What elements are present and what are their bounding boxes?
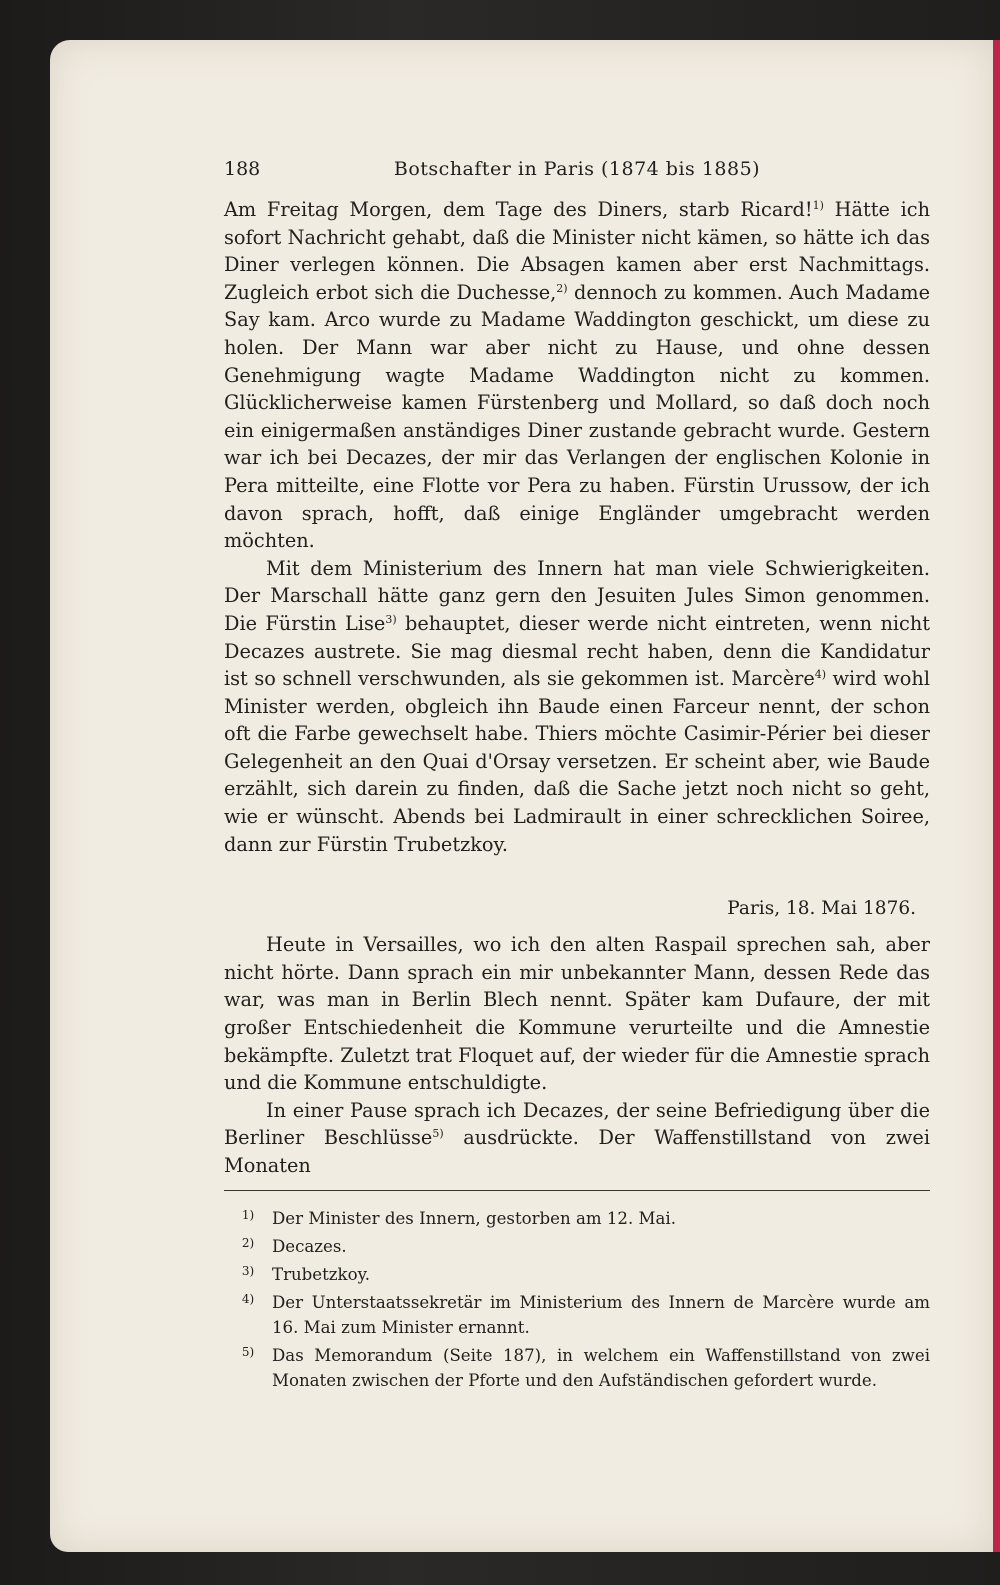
footnote-ref-4: 4) xyxy=(814,668,827,682)
book-page xyxy=(50,40,1000,1552)
page-text-block xyxy=(224,158,930,1393)
page-header xyxy=(224,158,930,180)
footnote-divider xyxy=(224,1190,930,1191)
paragraph-3: Heute in Versailles, wo ich den alten Raspail sprechen sah, aber nicht hörte. Dann sprach ein mir unbekannter Mann, dessen Rede das war, was man in Berlin Blech nennt. Später kam Dufaure, der mit großer Entschiedenheit die Kommune verurteilte und die Amnestie bekämpfte. Zuletzt trat Floquet auf, der wieder für die Amnestie sprach und die Kommune entschuldigte. xyxy=(224,933,930,1095)
footnote-ref-2: 2) xyxy=(556,281,568,295)
paragraph-1: Am Freitag Morgen, dem Tage des Diners, starb Ricard!$^{1)}$ Hätte ich sofort Nachricht gehabt, daß die Minister nicht kämen, so hätte ich das Diner verlegen können. Die Absagen kamen aber erst Nachmittags. Zugleich erbot sich die Duchesse,$^{2)}$ dennoch zu kommen. Auch Madame Say kam. Arco wurde zu Madame Waddington geschickt, um diese zu holen. Der Mann war aber nicht zu Hause, und ohne dessen Genehmigung wagte Madame Waddington nicht zu kommen. Glücklicherweise kamen Fürstenberg und Mollard, so daß doch noch ein einigermaßen anständiges Diner zustande gebracht wurde. Gestern war ich bei Decazes, der mir das Verlangen der englischen Kolonie in Pera mitteilte, eine Flotte vor Pera zu haben. Fürstin Urussow, der ich davon sprach, hofft, daß einige Engländer umgebracht werden möchten. xyxy=(224,198,930,553)
footnote-ref-5: 5) xyxy=(432,1127,444,1141)
footnote-1: 1) Der Minister des Innern, gestorben am 12. Mai. xyxy=(241,1207,676,1228)
running-head: Botschafter in Paris (1874 bis 1885) xyxy=(393,158,761,180)
footnote-ref-3: 3) xyxy=(385,612,397,626)
footnote-3: 3) Trubetzkoy. xyxy=(241,1263,371,1284)
footnotes xyxy=(224,1203,930,1393)
paragraph-4: In einer Pause sprach ich Decazes, der seine Befriedigung über die Berliner Beschlüsse$^{5)}$ ausdrückte. Der Waffenstillstand von zwei Monaten xyxy=(224,1098,930,1177)
paragraph-2: Mit dem Ministerium des Innern hat man viele Schwierigkeiten. Der Marschall hätte ganz gern den Jesuiten Jules Simon genommen. Die Fürstin Lise$^{3)}$ behauptet, dieser werde nicht eintreten, wenn nicht Decazes austrete. Sie mag diesmal recht haben, denn die Kandidatur ist so schnell verschwunden, als sie gekommen ist. Marcère$^{4)}$ wird wohl Minister werden, obgleich ihn Baude einen Farceur nennt, der schon oft die Farbe gewechselt habe. Thiers möchte Casimir-Périer bei dieser Gelegenheit an den Quai d'Orsay versetzen. Er scheint aber, wie Baude erzählt, sich darein zu finden, daß die Sache jetzt noch nicht so geht, wie er wünscht. Abends bei Ladmirault in einer schrecklichen Soiree, dann zur Fürstin Trubetzkoy. xyxy=(224,556,931,856)
page-number: 188 xyxy=(224,158,261,180)
footnote-ref-1: 1) xyxy=(812,199,824,212)
footnote-2: 2) Decazes. xyxy=(241,1235,347,1256)
dateline: Paris, 18. Mai 1876. xyxy=(727,898,916,920)
footnote-4: 4) Der Unterstaatssekretär im Ministerium des Innern de Marcère wurde am 16. Mai zum Minister ernannt. xyxy=(241,1291,930,1337)
footnote-5: 5) Das Memorandum (Seite 187), in welchem ein Waffenstillstand von zwei Monaten zwischen der Pforte und den Aufständischen gefordert wurde. xyxy=(241,1344,930,1390)
